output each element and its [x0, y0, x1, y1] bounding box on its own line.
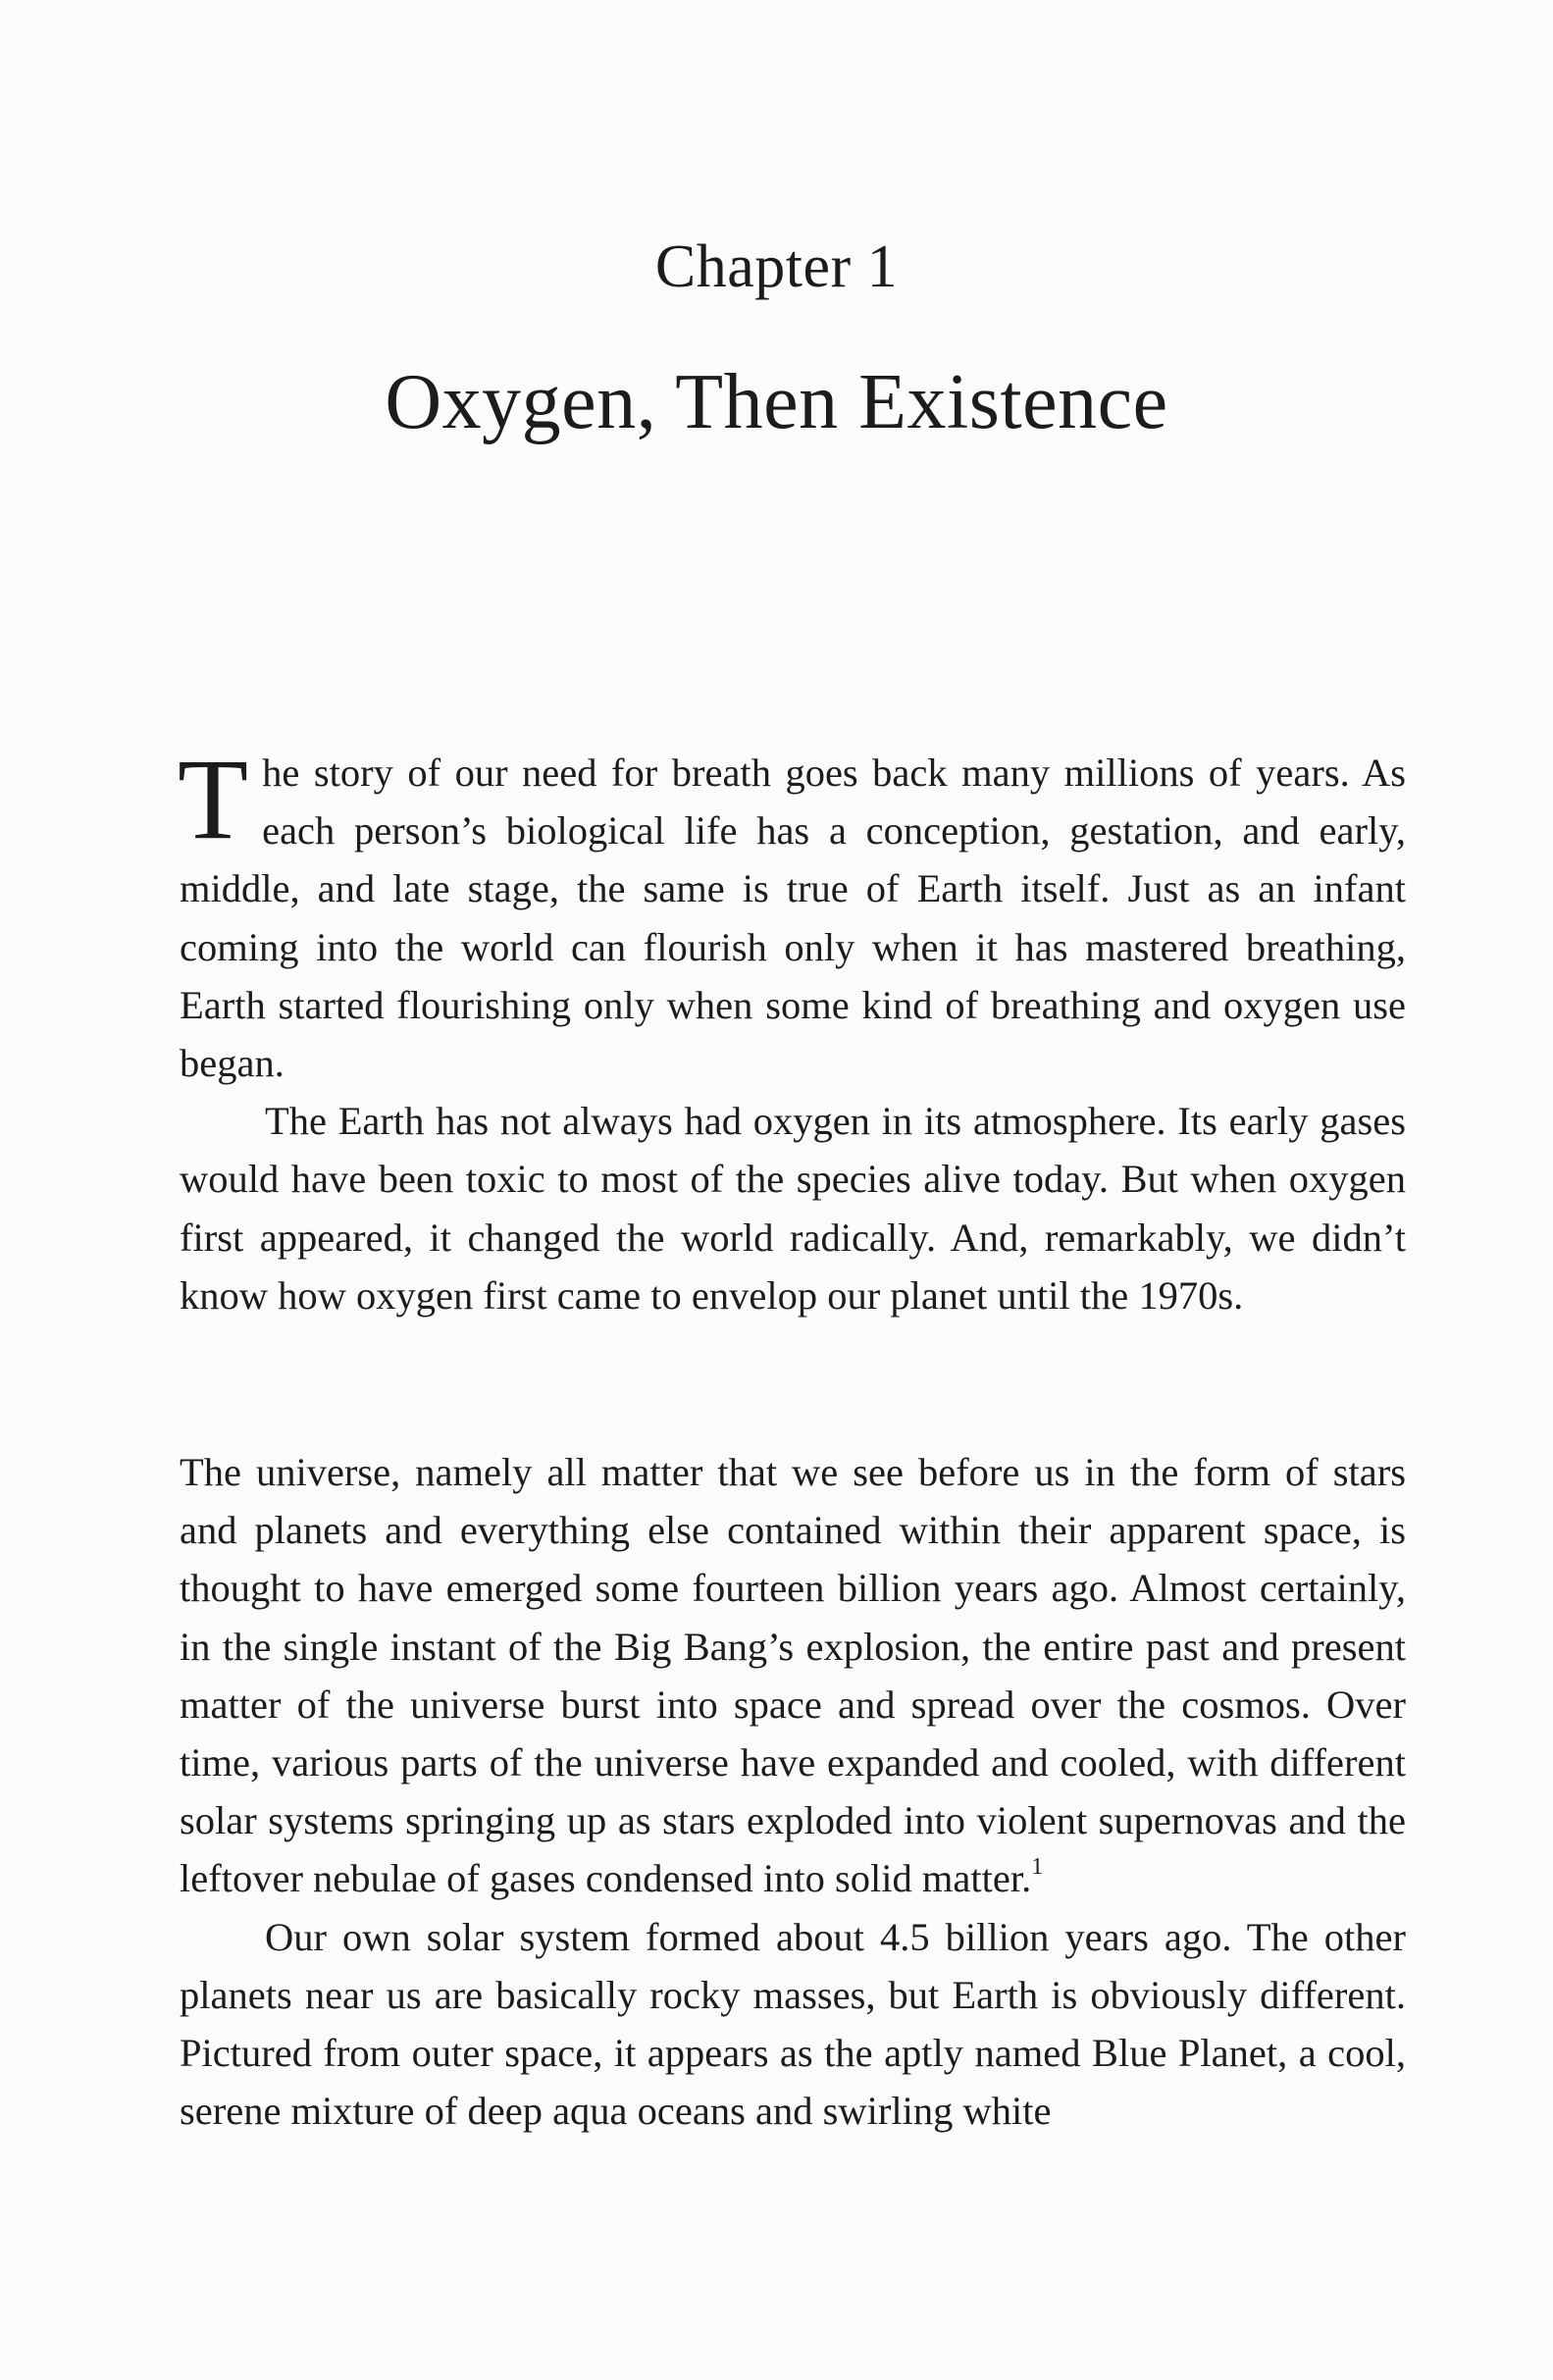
section-paragraph	[180, 1443, 1406, 1908]
section-paragraph-text: The universe, namely all matter that we see before us in the form of stars and planets and everything else contained within their apparent space, is thought to have emerged some fourteen billion years ago. Almost certainly, in the single instant of the Big Bang’s explosion, the entire past and present matter of the universe burst into space and spread over the cosmos. Over time, various parts of the universe have expanded and cooled, with different solar systems springing up as stars exploded into violent supernovas and the leftover nebulae of gases condensed into solid matter.	[180, 1450, 1406, 1901]
opening-section	[178, 735, 1406, 1324]
paragraph: The Earth has not always had oxygen in its atmosphere. Its early gases would have been toxic to most of the species alive today. But when oxygen first appeared, it changed the world radically. And, remarkably, we didn’t know how oxygen first came to envelop our planet until the 1970s.	[180, 1099, 1406, 1318]
drop-cap: T	[178, 735, 249, 863]
universe-section	[180, 1443, 1406, 2140]
paragraph: Our own solar system formed about 4.5 billion years ago. The other planets near us are basically rocky masses, but Earth is obviously different. Pictured from outer space, it appears as the aptly named Blue Planet, a cool, serene mixture of deep aqua oceans and swirling white	[180, 1914, 1406, 2134]
opening-paragraph-text: he story of our need for breath goes back many millions of years. As each person’s biological life has a conception, gestation, and early, middle, and late stage, the same is true of Earth itself. Just as an infant coming into the world can flourish only when it has mastered breathing, Earth started flourishing only when some kind of breathing and oxygen use began.	[180, 750, 1406, 1086]
footnote-reference[interactable]: 1	[1031, 1854, 1044, 1881]
chapter-number: Chapter 1	[654, 233, 899, 300]
opening-paragraph	[178, 735, 1406, 1092]
chapter-title: Oxygen, Then Existence	[385, 359, 1168, 445]
